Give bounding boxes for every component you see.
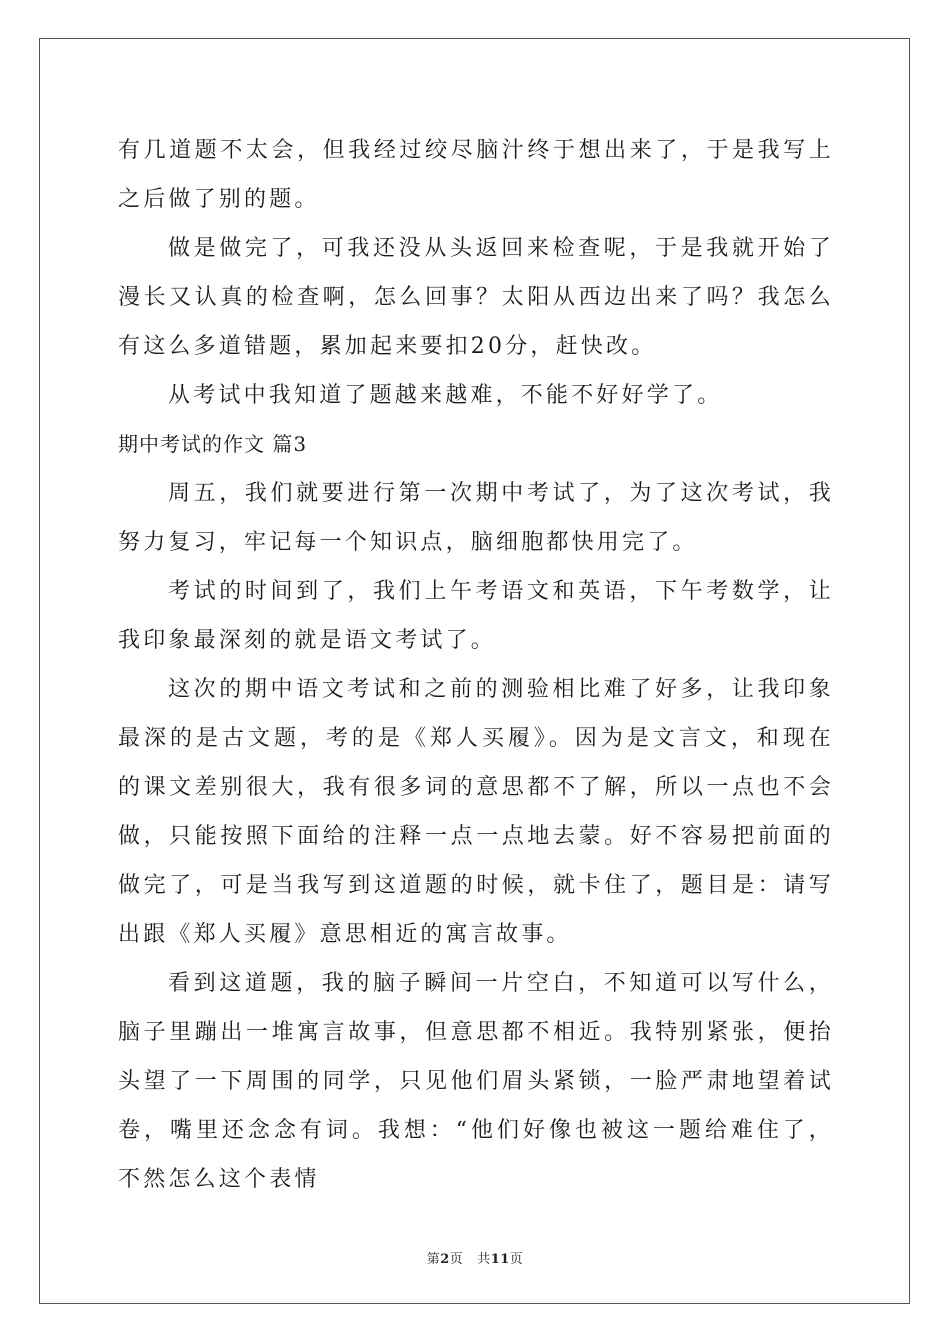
page-footer <box>0 1248 950 1267</box>
footer-page-number: 2 <box>440 1252 450 1267</box>
paragraph-3: 从考试中我知道了题越来越难，不能不好好学了。 <box>168 383 723 408</box>
footer-total-suffix: 页 <box>509 1252 524 1267</box>
section-heading: 期中考试的作文 篇3 <box>118 432 308 456</box>
paragraph-1: 有几道题不太会，但我经过绞尽脑汁终于想出来了，于是我写上之后做了别的题。 <box>118 138 834 212</box>
document-body <box>118 126 834 1204</box>
paragraph-5: 考试的时间到了，我们上午考语文和英语，下午考数学，让我印象最深刻的就是语文考试了。 <box>118 579 834 653</box>
paragraph-7: 看到这道题，我的脑子瞬间一片空白，不知道可以写什么，脑子里蹦出一堆寓言故事，但意思都不相近。我特别紧张，便抬头望了一下周围的同学，只见他们眉头紧锁，一脸严肃地望着试卷，嘴里还念念有词。我想：“他们好像也被这一题给难住了，不然怎么这个表情 <box>118 971 834 1192</box>
paragraph-6: 这次的期中语文考试和之前的测验相比难了好多，让我印象最深的是古文题，考的是《郑人买履》。因为是文言文，和现在的课文差别很大，我有很多词的意思都不了解，所以一点也不会做，只能按照下面给的注释一点一点地去蒙。好不容易把前面的做完了，可是当我写到这道题的时候，就卡住了，题目是：请写出跟《郑人买履》意思相近的寓言故事。 <box>118 677 834 947</box>
footer-total-prefix: 共 <box>477 1252 491 1267</box>
footer-prefix: 第 <box>426 1252 441 1267</box>
paragraph-2: 做是做完了，可我还没从头返回来检查呢，于是我就开始了漫长又认真的检查啊，怎么回事？太阳从西边出来了吗？我怎么有这么多道错题，累加起来要扣20分，赶快改。 <box>118 236 834 359</box>
paragraph-4: 周五，我们就要进行第一次期中考试了，为了这次考试，我努力复习，牢记每一个知识点，脑细胞都快用完了。 <box>118 481 834 555</box>
footer-total-pages: 11 <box>490 1252 510 1267</box>
footer-page-suffix: 页 <box>449 1252 464 1267</box>
